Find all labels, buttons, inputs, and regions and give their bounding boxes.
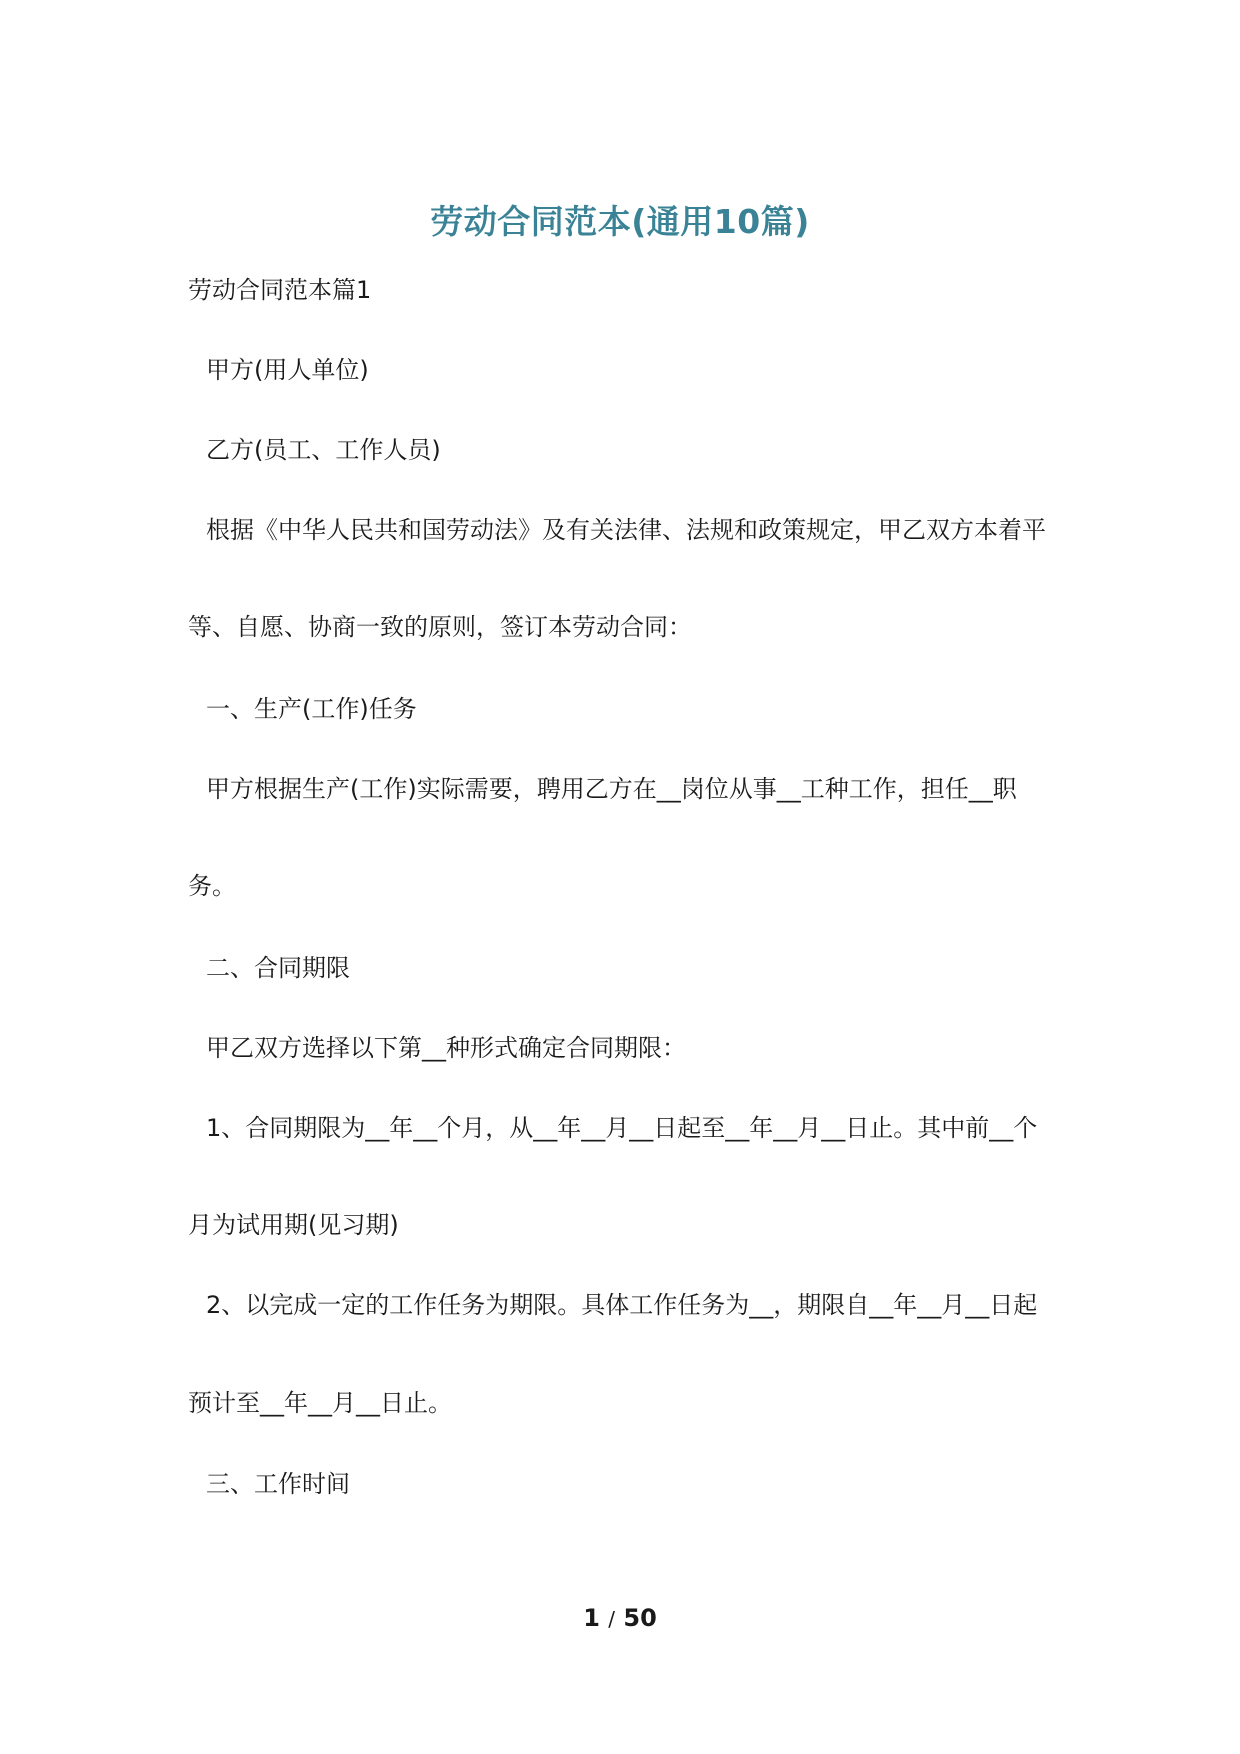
clause-1-text-line-1: 甲方根据生产(工作)实际需要，聘用乙方在__岗位从事__工种工作，担任__职	[206, 775, 1017, 803]
clause-2-option-2-line-2: 预计至__年__月__日止。	[188, 1389, 452, 1417]
party-b-line: 乙方(员工、工作人员)	[206, 436, 441, 464]
clause-3-heading: 三、工作时间	[206, 1470, 350, 1498]
section-heading: 劳动合同范本篇1	[188, 276, 372, 304]
preamble-line-2: 等、自愿、协商一致的原则，签订本劳动合同：	[188, 613, 692, 641]
clause-1-heading: 一、生产(工作)任务	[206, 695, 417, 723]
preamble-line-1: 根据《中华人民共和国劳动法》及有关法律、法规和政策规定，甲乙双方本着平	[206, 516, 1046, 544]
current-page: 1	[583, 1604, 600, 1632]
clause-2-intro: 甲乙双方选择以下第__种形式确定合同期限：	[206, 1034, 686, 1062]
clause-2-option-1-line-1: 1、合同期限为__年__个月，从__年__月__日起至__年__月__日止。其中前__个	[206, 1114, 1038, 1142]
clause-2-option-2-line-1: 2、以完成一定的工作任务为期限。具体工作任务为__，期限自__年__月__日起	[206, 1291, 1038, 1319]
document-title: 劳动合同范本(通用10篇)	[430, 202, 810, 241]
total-pages: 50	[623, 1604, 657, 1632]
page-number	[0, 1604, 1240, 1632]
clause-2-option-1-line-2: 月为试用期(见习期)	[188, 1211, 399, 1239]
page-separator: /	[608, 1607, 616, 1631]
clause-1-text-line-2: 务。	[188, 872, 236, 900]
party-a-line: 甲方(用人单位)	[206, 356, 369, 384]
clause-2-heading: 二、合同期限	[206, 954, 350, 982]
